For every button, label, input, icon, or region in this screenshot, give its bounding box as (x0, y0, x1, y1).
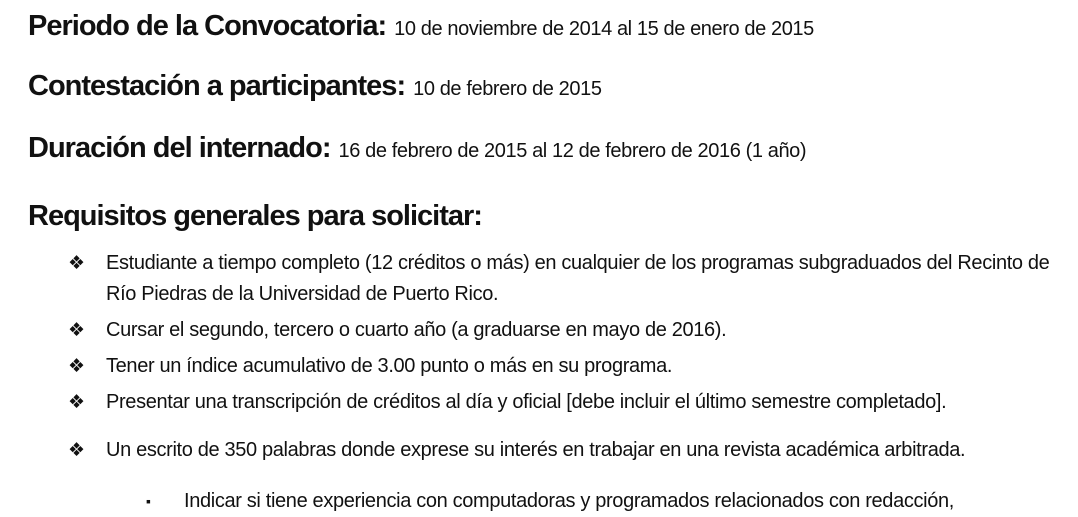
info-value: 16 de febrero de 2015 al 12 de febrero de 2016 (1 año) (338, 140, 807, 162)
info-value: 10 de noviembre de 2014 al 15 de enero de 2015 (394, 18, 814, 40)
info-label: Periodo de la Convocatoria (28, 10, 378, 42)
info-separator: : (396, 70, 406, 102)
info-line-contestacion (28, 70, 602, 103)
diamond-bullet-icon: ❖ (68, 356, 85, 377)
square-bullet-icon: ▪ (146, 493, 151, 509)
requirement-item (68, 248, 1066, 310)
requirement-text: Tener un índice acumulativo de 3.00 punto o más en su programa. (106, 355, 673, 377)
requirement-text: Un escrito de 350 palabras donde exprese su interés en trabajar en una revista académica arbitrada. (106, 439, 966, 461)
info-line-periodo (28, 10, 814, 43)
requirement-item (68, 315, 1066, 346)
requirement-text: Cursar el segundo, tercero o cuarto año (a graduarse en mayo de 2016). (106, 319, 727, 341)
diamond-bullet-icon: ❖ (68, 320, 85, 341)
requirement-item (68, 435, 1066, 466)
requirement-sub-text: Indicar si tiene experiencia con computadoras y programados relacionados con redacción, (184, 490, 954, 512)
requirement-item (68, 351, 1066, 382)
info-value: 10 de febrero de 2015 (413, 78, 602, 100)
info-label: Contestación a participantes (28, 70, 397, 102)
requirement-text: Presentar una transcripción de créditos al día y oficial [debe incluir el último semestre completado]. (106, 391, 947, 413)
requirements-title: Requisitos generales para solicitar: (28, 200, 482, 232)
info-separator: : (377, 10, 387, 42)
diamond-bullet-icon: ❖ (68, 392, 85, 413)
requirement-item (68, 387, 1066, 418)
requirement-sub-item (146, 486, 954, 517)
requirement-text: Estudiante a tiempo completo (12 créditos o más) en cualquier de los programas subgraduados del Recinto de Río Piedras de la Universidad de Puerto Rico. (106, 252, 1050, 305)
diamond-bullet-icon: ❖ (68, 440, 85, 461)
info-separator: : (321, 132, 331, 164)
info-line-duracion (28, 132, 806, 165)
diamond-bullet-icon: ❖ (68, 253, 85, 274)
info-label: Duración del internado (28, 132, 322, 164)
